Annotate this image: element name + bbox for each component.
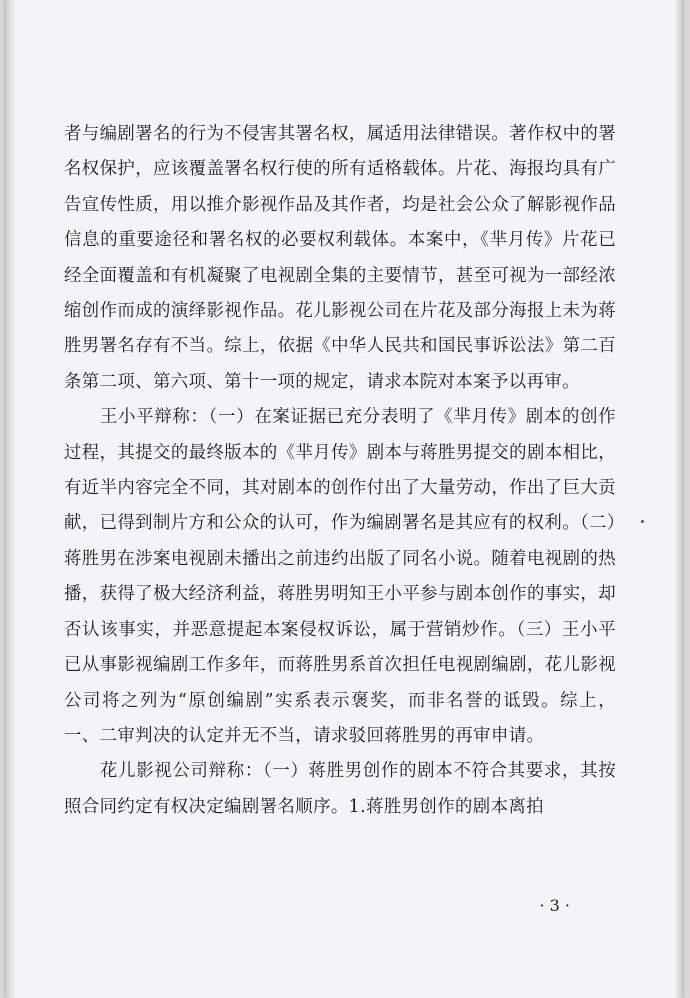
paragraph-continuation: 者与编剧署名的行为不侵害其署名权，属适用法律错误。著作权中的署名权保护，应该覆盖署名权行使的所有适格载体。片花、海报均具有广告宣传性质，用以推介影视作品及其作者，均是社会公众了解影视作品信息的重要途径和署名权的必要权利载体。本案中，《芈月传》片花已经全面覆盖和有机凝聚了电视剧全集的主要情节，甚至可视为一部经浓缩创作而成的演绎影视作品。花儿影视公司在片花及部分海报上未为蒋胜男署名存有不当。综上，依据《中华人民共和国民事诉讼法》第二百条第二项、第六项、第十一项的规定，请求本院对本案予以再审。 [64,124,616,392]
page-left-edge-shadow [6,0,16,998]
page-right-edge-shadow [674,0,682,998]
paragraph-huaer-defense: 花儿影视公司辩称：（一）蒋胜男创作的剧本不符合其要求，其按照合同约定有权决定编剧署名顺序。1.蒋胜男创作的剧本离拍 [64,761,616,817]
scan-speck-mark [641,520,644,523]
paragraph-wang-xiaoping-defense: 王小平辩称：（一）在案证据已充分表明了《芈月传》剧本的创作过程，其提交的最终版本的《芈月传》剧本与蒋胜男提交的剧本相比，有近半内容完全不同，其对剧本的创作付出了大量劳动，作出了巨大贡献，已得到制片方和公众的认可，作为编剧署名是其应有的权利。（二）蒋胜男在涉案电视剧未播出之前违约出版了同名小说。随着电视剧的热播，获得了极大经济利益，蒋胜男明知王小平参与剧本创作的事实，却否认该事实，并恶意提起本案侵权诉讼，属于营销炒作。（三）王小平已从事影视编剧工作多年，而蒋胜男系首次担任电视剧编剧，花儿影视公司将之列为“原创编剧”实系表示褒奖，而非名誉的诋毁。综上，一、二审判决的认定并无不当，请求驳回蒋胜男的再审申请。 [64,407,616,746]
document-page [6,0,682,998]
document-body [64,117,616,825]
page-number: · 3 · [539,896,570,915]
